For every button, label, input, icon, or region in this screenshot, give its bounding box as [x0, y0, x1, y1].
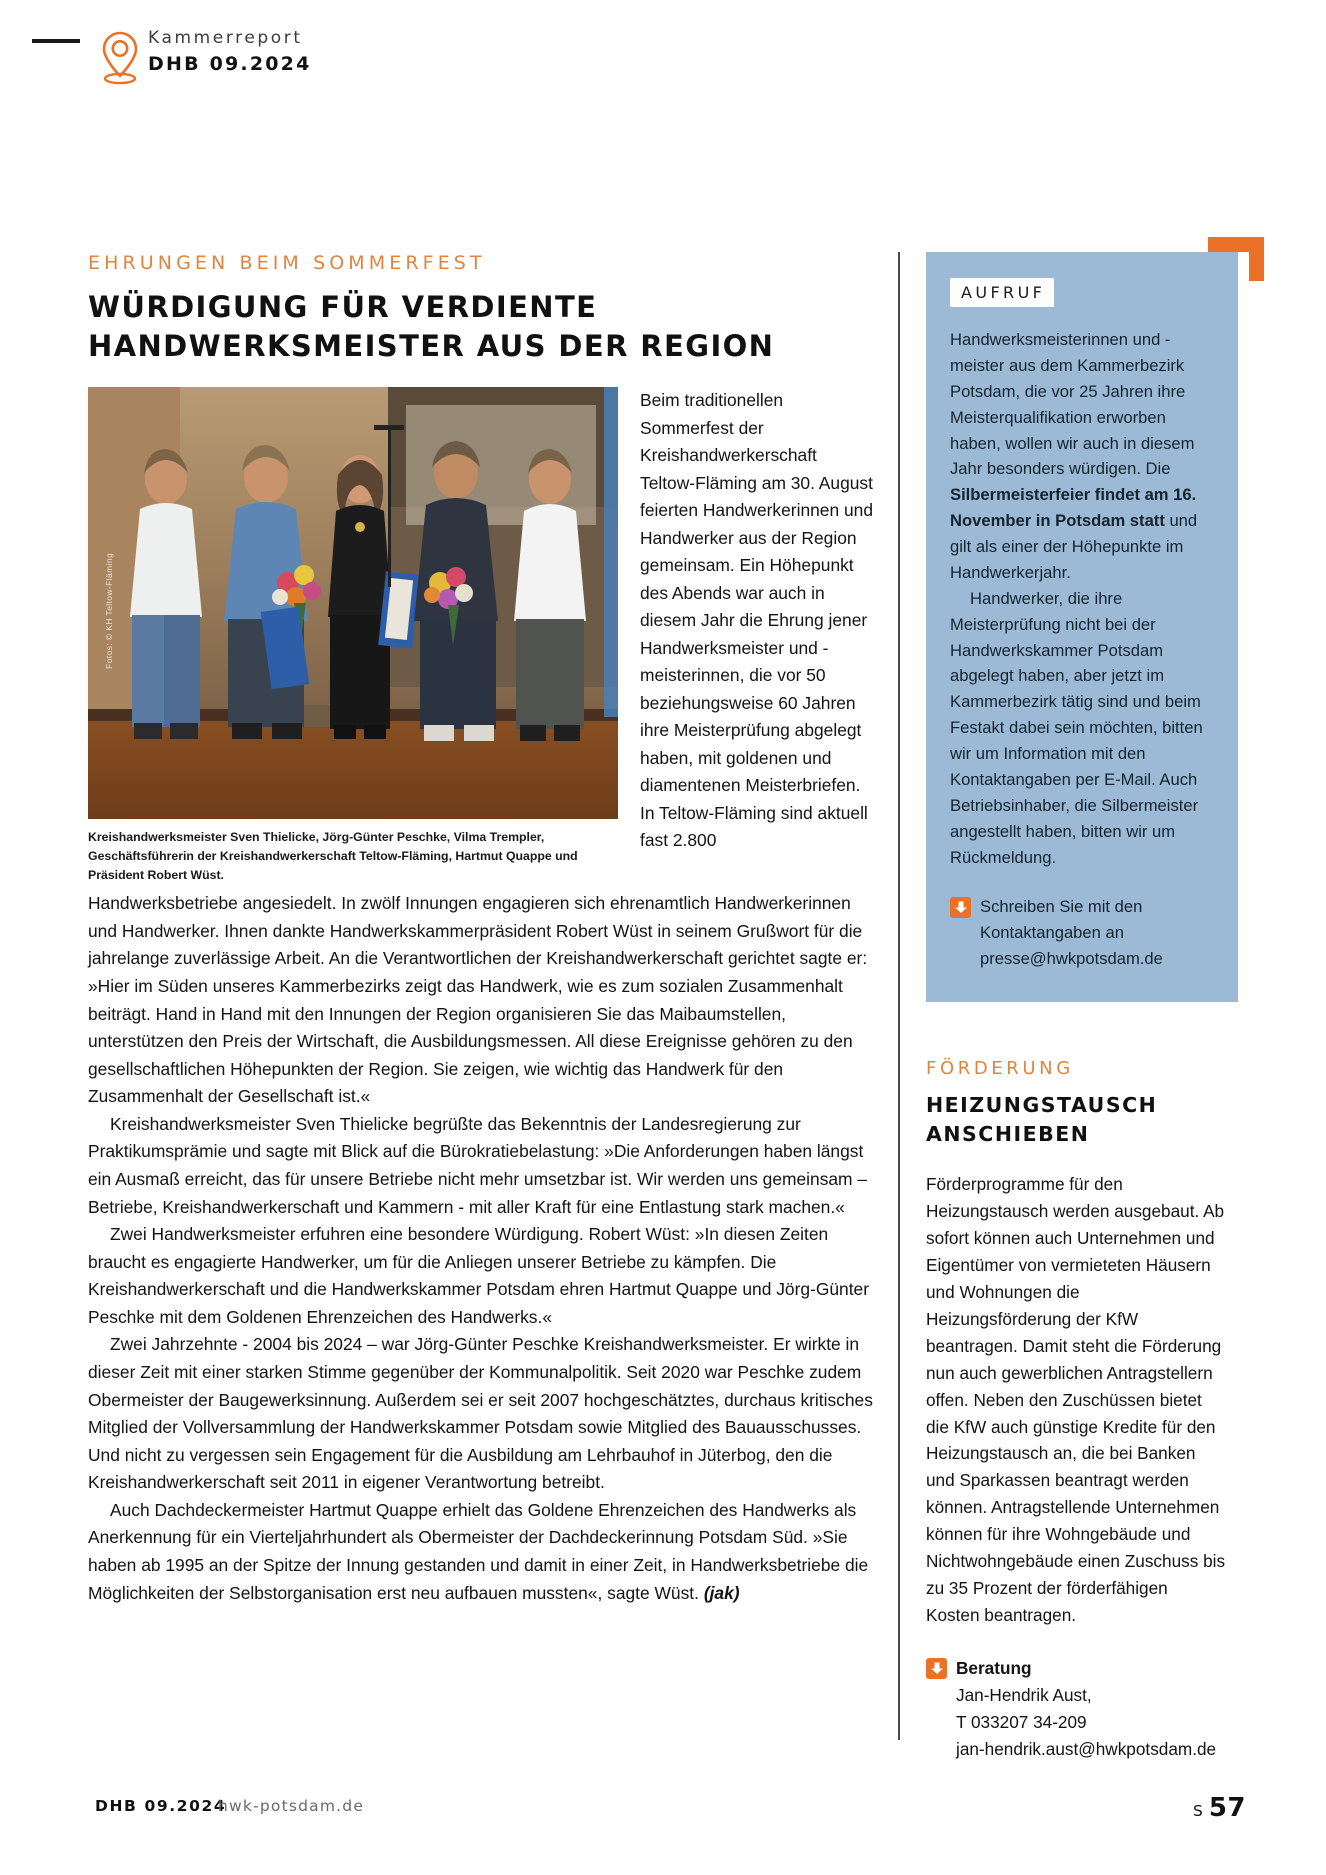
foerderung-headline: HEIZUNGSTAUSCH ANSCHIEBEN	[926, 1093, 1158, 1147]
foerderung-eyebrow: FÖRDERUNG	[926, 1058, 1074, 1079]
article-paragraph: Handwerksbetriebe angesiedelt. In zwölf Innungen engagieren sich ehrenamtlich Handwerkerinnen und Handwerker. Ihnen dankte Handwerkskammerpräsident Robert Wüst in seinem Grußwort für die jahrelange zuverlässige Arbeit. An die Verantwortlichen der Kreishandwerkerschaft gerichtet sagte er: »Hier im Süden unseres Kammerbezirks zeigt das Handwerk, wie es zum sozialen Zusammenhalt beiträgt. Hand in Hand mit den Innungen der Region organisieren Sie das Maibaumstellen, unterstützen den Preis der Wirtschaft, die Ausbildungsmessen. All diese Ereignisse gehören zu den gesellschaftlichen Höhepunkten der Region. Sie zeigen, wie wichtig das Handwerk für den Zusammenhalt der Gesellschaft ist.«	[88, 893, 868, 1107]
page-footer	[0, 1793, 1326, 1823]
aufruf-text-bold: Silbermeisterfeier findet am 16. November in Potsdam statt	[950, 485, 1197, 531]
article-photo	[88, 387, 618, 819]
column-divider	[898, 252, 900, 1740]
aufruf-paragraph-1	[950, 327, 1214, 586]
foerderung-body	[926, 1171, 1226, 1629]
footer-site: hwk-potsdam.de	[218, 1797, 365, 1815]
foerderung-contact-lines	[956, 1655, 1216, 1763]
corner-accent-vertical	[1249, 237, 1264, 281]
article-paragraph-last	[88, 1497, 876, 1607]
arrow-curve-icon	[950, 897, 971, 918]
sidebar	[926, 252, 1238, 1763]
arrow-curve-icon	[926, 1658, 947, 1679]
article-photo-block	[88, 387, 618, 884]
aufruf-paragraph-2: Handwerker, die ihre Meisterprüfung nicht bei der Handwerkskammer Potsdam abgelegt haben, aber jetzt im Kammerbezirk tätig sind und beim Festakt dabei sein möchten, bitten wir um Information mit den Kontaktangaben per E-Mail. Auch Betriebsinhaber, die Silbermeister angestellt haben, bitten wir um Rückmeldung.	[950, 588, 1203, 867]
header-titles	[148, 30, 312, 74]
contact-email: jan-hendrik.aust@hwkpotsdam.de	[956, 1738, 1217, 1759]
article-top-row	[88, 387, 876, 882]
contact-name: Jan-Hendrik Aust,	[956, 1684, 1092, 1705]
footer-page-prefix: S	[1192, 1802, 1204, 1820]
aufruf-box	[926, 252, 1238, 1002]
article-paragraph-text: Auch Dachdeckermeister Hartmut Quappe erhielt das Goldene Ehrenzeichen des Handwerks als Anerkennung für ein Vierteljahrhundert als Obermeister der Dachdeckerinnung Potsdam Süd. »Sie haben ab 1995 an der Spitze der Innung gestanden und damit in einer Zeit, in Handwerksbetriebe die Möglichkeiten der Selbstorganisation erst neu aufbauen mussten«, sagte Wüst.	[88, 1499, 869, 1603]
location-pin-icon	[100, 30, 140, 86]
article-paragraph: Kreishandwerksmeister Sven Thielicke begrüßte das Bekenntnis der Landesregierung zur Praktikumsprämie und sagte mit Blick auf die Bürokratiebelastung: »Die Anforderungen haben längst ein Ausmaß erreicht, das für unsere Betriebe nicht mehr umsetzbar ist. Wir werden uns gemeinsam – Betriebe, Kreishandwerkerschaft und Kammern - mit aller Kraft für eine Entlastung stark machen.«	[88, 1113, 868, 1217]
header-kicker: Kammerreport	[148, 28, 303, 48]
article-byline: (jak)	[703, 1582, 740, 1603]
footer-issue: DHB 09.2024	[95, 1797, 227, 1815]
article-intro	[640, 387, 876, 855]
contact-title: Beratung	[956, 1657, 1032, 1678]
article-paragraph: Zwei Handwerksmeister erfuhren eine besondere Würdigung. Robert Wüst: »In diesen Zeiten braucht es engagierte Handwerker, um für die Anliegen unserer Betriebe zu kämpfen. Die Kreishandwerkerschaft und die Handwerkskammer Potsdam ehren Hartmut Quappe und Jörg-Günter Peschke mit dem Goldenen Ehrenzeichen des Handwerks.«	[88, 1224, 870, 1327]
article-paragraph: Zwei Jahrzehnte - 2004 bis 2024 – war Jörg-Günter Peschke Kreishandwerksmeister. Er wirkte in dieser Zeit mit einer starken Stimme gegenüber der Kommunalpolitik. Seit 2020 war Peschke zudem Obermeister der Baugewerksinnung. Außerdem sei er seit 2007 hochgeschätztes, durchaus kritisches Mitglied der Vollversammlung der Handwerkskammer Potsdam sowie Mitglied des Bauausschusses. Und nicht zu vergessen sein Engagement für die Ausbildung am Lehrbauhof in Jüterbog, den die Kreishandwerkerschaft seit 2011 in eigener Verantwortung betreibt.	[88, 1334, 873, 1493]
aufruf-text-after-bold: und gilt als einer der Höhepunkte im Handwerkerjahr.	[950, 511, 1198, 582]
page-header	[0, 30, 1326, 90]
foerderung-contact	[926, 1655, 1226, 1763]
foerderung-section	[926, 1058, 1226, 1763]
article-eyebrow: EHRUNGEN BEIM SOMMERFEST	[88, 252, 486, 274]
header-rule	[32, 39, 80, 43]
aufruf-callout-text: Schreiben Sie mit den Kontaktangaben an presse@hwkpotsdam.de	[980, 897, 1163, 969]
article	[88, 252, 876, 1607]
article-intro-paragraph: Beim traditionellen Sommerfest der Kreishandwerkerschaft Teltow-Fläming am 30. August feierten Handwerkerinnen und Handwerker aus der Region gemeinsam. Ein Höhepunkt des Abends war auch in diesem Jahr die Ehrung jener Handwerksmeister und -meisterinnen, die vor 50 beziehungsweise 60 Jahren ihre Meisterprüfung abgelegt haben, mit goldenen und diamentenen Meisterbriefen. In Teltow-Fläming sind aktuell fast 2.800	[640, 390, 873, 851]
contact-phone: T 033207 34-209	[956, 1711, 1087, 1732]
aufruf-tag: AUFRUF	[950, 278, 1054, 307]
article-body	[88, 884, 876, 1607]
footer-page-marker	[1193, 1793, 1246, 1823]
aufruf-text-before-bold: Handwerksmeisterinnen und -meister aus dem Kammerbezirk Potsdam, die vor 25 Jahren ihre Meisterqualifikation erworben haben, wollen wir auch in diesem Jahr besonders würdigen. Die	[950, 330, 1195, 479]
footer-page-number: 57	[1208, 1793, 1246, 1823]
photo-credit: Fotos: © KH Teltow-Fläming	[104, 552, 114, 670]
foerderung-paragraph: Förderprogramme für den Heizungstausch werden ausgebaut. Ab sofort können auch Unternehmen und Eigentümer von vermieteten Häusern und Wohnungen die Heizungsförderung der KfW beantragen. Damit steht die Förderung nun auch gewerblichen Antragstellern offen. Neben den Zuschüssen bietet die KfW auch günstige Kredite für den Heizungstausch an, die bei Banken und Sparkassen beantragt werden können. Antragstellende Unternehmen können für ihre Wohngebäude und Nichtwohngebäude einen Zuschuss bis zu 35 Prozent der förderfähigen Kosten beantragen.	[926, 1174, 1226, 1625]
photo-caption: Kreishandwerksmeister Sven Thielicke, Jörg-Günter Peschke, Vilma Trempler, Geschäftsführerin der Kreishandwerkerschaft Teltow-Fläming, Hartmut Quappe und Präsident Robert Wüst.	[88, 830, 578, 882]
header-issue: DHB 09.2024	[148, 53, 312, 75]
aufruf-callout	[950, 894, 1214, 972]
article-headline: WÜRDIGUNG FÜR VERDIENTE HANDWERKSMEISTER AUS DER REGION	[88, 290, 775, 363]
